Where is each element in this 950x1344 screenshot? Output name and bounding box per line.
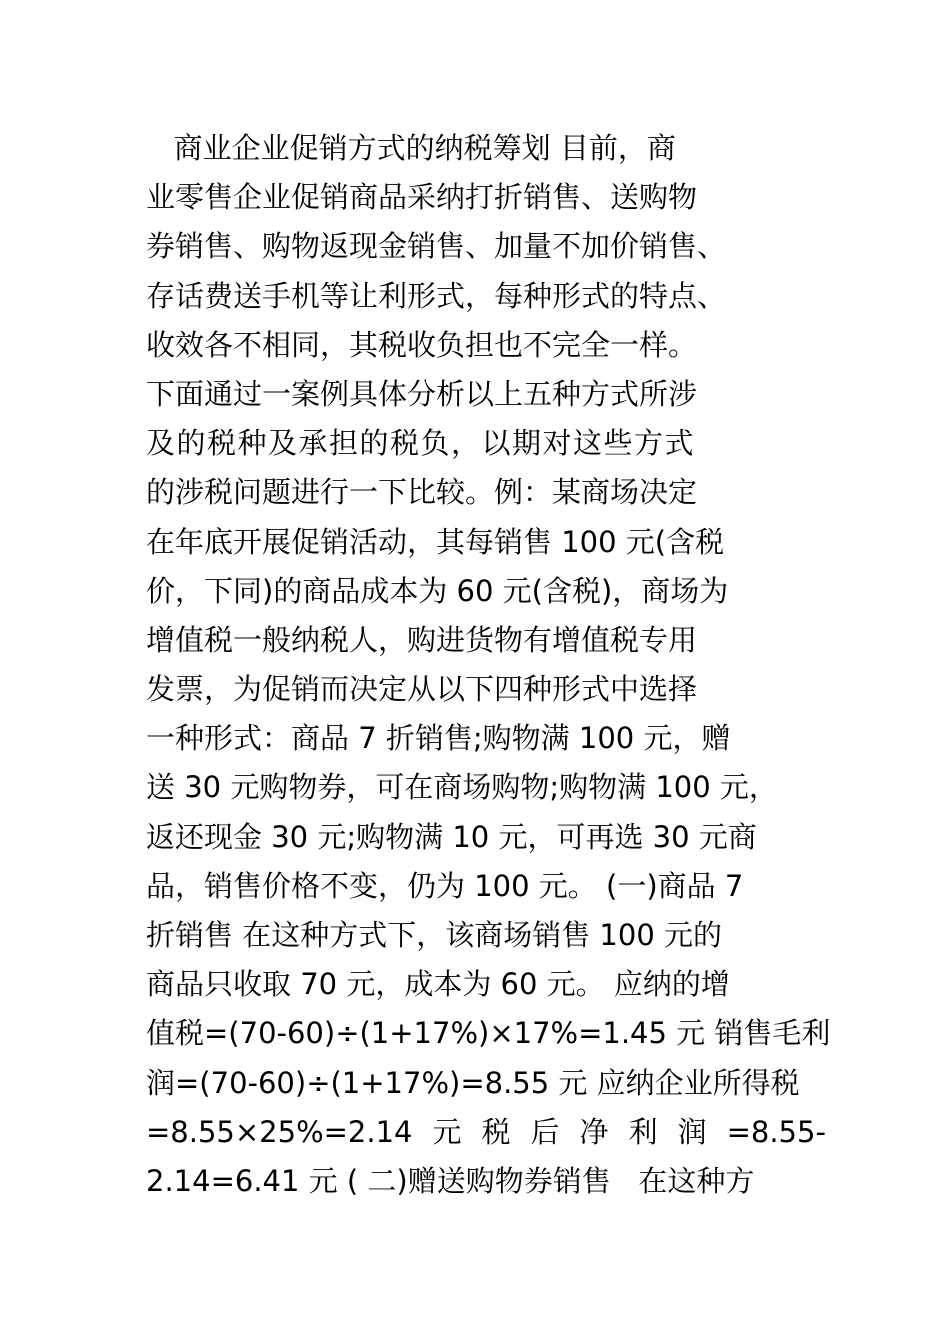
text-line: 润=(70-60)÷(1+17%)=8.55 元 应纳企业所得税 xyxy=(146,1065,800,1100)
document-body xyxy=(146,124,831,1206)
text-segment: 元 xyxy=(432,1114,462,1149)
text-line: 价，下同)的商品成本为 60 元(含税)，商场为 xyxy=(146,573,729,608)
text-line: 在年底开展促销活动，其每销售 100 元(含税 xyxy=(146,524,725,559)
text-line: 及的税种及承担的税负，以期对这些方式 xyxy=(146,426,696,461)
text-line: 品，销售价格不变，仍为 100 元。 (一)商品 7 xyxy=(146,868,744,903)
text-line: 业零售企业促销商品采纳打折销售、送购物 xyxy=(146,180,698,215)
text-line: 收效各不相同，其税收负担也不完全一样。 xyxy=(146,327,698,362)
text-segment: 税 xyxy=(481,1114,511,1149)
text-line: 的涉税问题进行一下比较。例：某商场决定 xyxy=(146,475,698,510)
text-segment: 净 xyxy=(579,1114,609,1149)
text-line: 折销售 在这种方式下，该商场销售 100 元的 xyxy=(146,918,723,952)
text-line: 商品只收取 70 元，成本为 60 元。 应纳的增 xyxy=(146,967,730,1002)
text-line: 发票，为促销而决定从以下四种形式中选择 xyxy=(146,672,698,707)
text-segment: 后 xyxy=(530,1114,560,1149)
text-segment: =8.55- xyxy=(726,1114,826,1149)
text-line: 一种形式：商品 7 折销售;购物满 100 元，赠 xyxy=(146,721,731,756)
text-line: 2.14=6.41 元 ( 二)赠送购物券销售 在这种方 xyxy=(146,1163,755,1198)
text-line: 下面通过一案例具体分析以上五种方式所涉 xyxy=(146,376,698,411)
text-line: 送 30 元购物券，可在商场购物;购物满 100 元， xyxy=(146,770,778,805)
text-line: 增值税一般纳税人，购进货物有增值税专用 xyxy=(146,622,698,657)
text-line: 返还现金 30 元;购物满 10 元，可再选 30 元商 xyxy=(146,819,757,854)
text-line-justified xyxy=(146,1108,826,1157)
text-segment: 利 xyxy=(628,1114,658,1149)
text-segment: 润 xyxy=(677,1114,707,1149)
text-line: 商业企业促销方式的纳税筹划 目前，商 xyxy=(146,131,676,165)
text-line: 存话费送手机等让利形式，每种形式的特点、 xyxy=(146,278,727,313)
text-segment: =8.55×25%=2.14 xyxy=(146,1114,413,1149)
text-line: 值税=(70-60)÷(1+17%)×17%=1.45 元 销售毛利 xyxy=(146,1016,831,1051)
text-line: 券销售、购物返现金销售、加量不加价销售、 xyxy=(146,229,727,264)
